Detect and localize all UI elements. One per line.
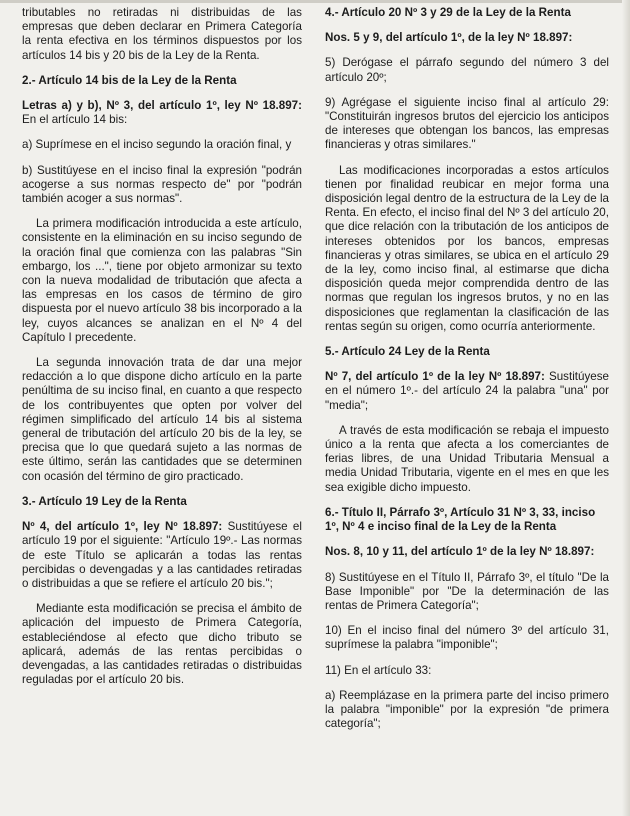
section-heading-3: 3.- Artículo 19 Ley de la Renta (22, 494, 187, 508)
section-3-paragraph: Mediante esta modificación se precisa el ámbito de aplicación del impuesto de Primera Categoría, estableciéndose al efecto que dicho tributo se aplicará, además de las rentas percibidas o devengadas, a las cantidades retiradas o distribuidas reguladas por el artículo 20 bis. (22, 602, 302, 687)
section-3-reference-bold: Nº 4, del artículo 1º, ley Nº 18.897: (22, 520, 223, 534)
section-5-paragraph: A través de esta modificación se rebaja el impuesto único a la renta que afecta a los comerciantes de ferias libres, de una Unidad Tributaria Mensual a media Unidad Tributaria, vigente en el mes en que les sea exigible dicho impuesto. (325, 423, 609, 494)
section-2-item-b: b) Sustitúyese en el inciso final la expresión "podrán acogerse a sus normas respecto de" por "podrán también acoger a sus normas". (22, 163, 302, 206)
section-2-reference-rest: En el artículo 14 bis: (22, 113, 128, 127)
section-6-item-8: 8) Sustitúyese en el Título II, Párrafo 3º, el título "De la Base Imponible" por "De la determinación de las rentas de Primera Categoría"; (325, 570, 609, 612)
paragraph-carryover: tributables no retiradas ni distribuidas de las empresas que deben declarar en Primera Categoría la renta efectiva en los términos dispuestos por los artículos 14 bis y 20 bis de la Ley de la Renta. (22, 6, 302, 62)
section-2-reference (22, 99, 302, 127)
section-4-reference: Nos. 5 y 9, del artículo 1º, de la ley Nº 18.897: (325, 31, 573, 45)
section-4-paragraph: Las modificaciones incorporadas a estos artículos tienen por finalidad reubicar en mejor forma una disposición legal dentro de la estructura de la Ley de la Renta. En efecto, el inciso final del Nº 3 del artículo 20, que dice relación con la tributación de los anticipos de intereses obtenidos por los bancos, empresas financieras y otras similares, se ubica en el artículo 29 de la ley, como inciso final, al estimarse que dicha disposición queda mejor comprendida dentro de las normas que regulan los ingresos brutos, y no en las disposiciones que reglamentan la clasificación de las rentas según su origen, como ocurría anteriormente. (325, 163, 609, 333)
section-6-reference: Nos. 8, 10 y 11, del artículo 1º de la ley Nº 18.897: (325, 545, 595, 559)
section-2-reference-bold: Letras a) y b), Nº 3, del artículo 1º, ley Nº 18.897: (22, 99, 302, 113)
section-heading-4: 4.- Artículo 20 Nº 3 y 29 de la Ley de la Renta (325, 6, 571, 19)
left-column (22, 6, 302, 698)
section-3-reference (22, 520, 302, 591)
section-4-item-5: 5) Derógase el párrafo segundo del número 3 del artículo 20º; (325, 56, 609, 84)
section-heading-6: 6.- Título II, Párrafo 3º, Artículo 31 Nº 3, 33, inciso 1º, Nº 4 e inciso final de la Ley de la Renta (325, 505, 596, 534)
section-4-item-9: 9) Agrégase el siguiente inciso final al artículo 29: "Constituirán ingresos brutos del ejercicio los anticipos de intereses que obtengan los bancos, las empresas financieras y otras similares." (325, 95, 609, 152)
page-right-edge-shadow (622, 0, 630, 816)
section-6-item-11a: a) Reemplázase en la primera parte del inciso primero la palabra "imponible" por la expresión "de primera categoría"; (325, 688, 609, 731)
section-2-item-a: a) Suprímese en el inciso segundo la oración final, y (22, 138, 292, 152)
section-5-reference-bold: Nº 7, del artículo 1º de la ley Nº 18.897: (325, 370, 545, 384)
section-heading-5: 5.- Artículo 24 Ley de la Renta (325, 345, 490, 359)
section-6-item-10: 10) En el inciso final del número 3º del artículo 31, suprímese la palabra "imponible"; (325, 624, 609, 652)
section-3-reference-rest: Sustitúyese el artículo 19 por el siguiente: "Artículo 19º.- Las normas de este Título se aplicarán a todas las rentas percibidas o devengadas y a las cantidades retiradas o distribuidas a que se refiere el artículo 20 bis."; (22, 520, 302, 590)
section-5-reference (325, 370, 609, 413)
section-2-paragraph-1: La primera modificación introducida a este artículo, consistente en la eliminación en su inciso segundo de la oración final que comienza con las palabras "Sin embargo, los ...", tiene por objeto armonizar su texto con la nueva modalidad de tributación que afecta a las empresas en los casos de término de giro dispuesta por el nuevo artículo 38 bis incorporado a la ley, cuyos alcances se analizan en el Nº 4 del Capítulo I precedente. (22, 217, 302, 344)
right-column (325, 6, 609, 742)
section-2-paragraph-2: La segunda innovación trata de dar una mejor redacción a lo que dispone dicho artículo en la parte penúltima de su inciso final, en cuanto a que respecto de los contribuyentes que opten por volver del régimen simplificado del artículo 14 bis al sistema general de tributación del artículo 20 bis de la ley, se precisa que lo que quedará sujeto a las normas de este último, serán las cantidades que se determinen con ocasión del término de giro practicado. (22, 356, 302, 483)
section-5-reference-rest: Sustitúyese en el número 1º.- del artículo 24 la palabra "una" por "media"; (325, 370, 609, 412)
section-heading-2: 2.- Artículo 14 bis de la Ley de la Renta (22, 73, 237, 87)
top-edge-line (0, 0, 630, 3)
section-6-item-11: 11) En el artículo 33: (325, 663, 432, 677)
